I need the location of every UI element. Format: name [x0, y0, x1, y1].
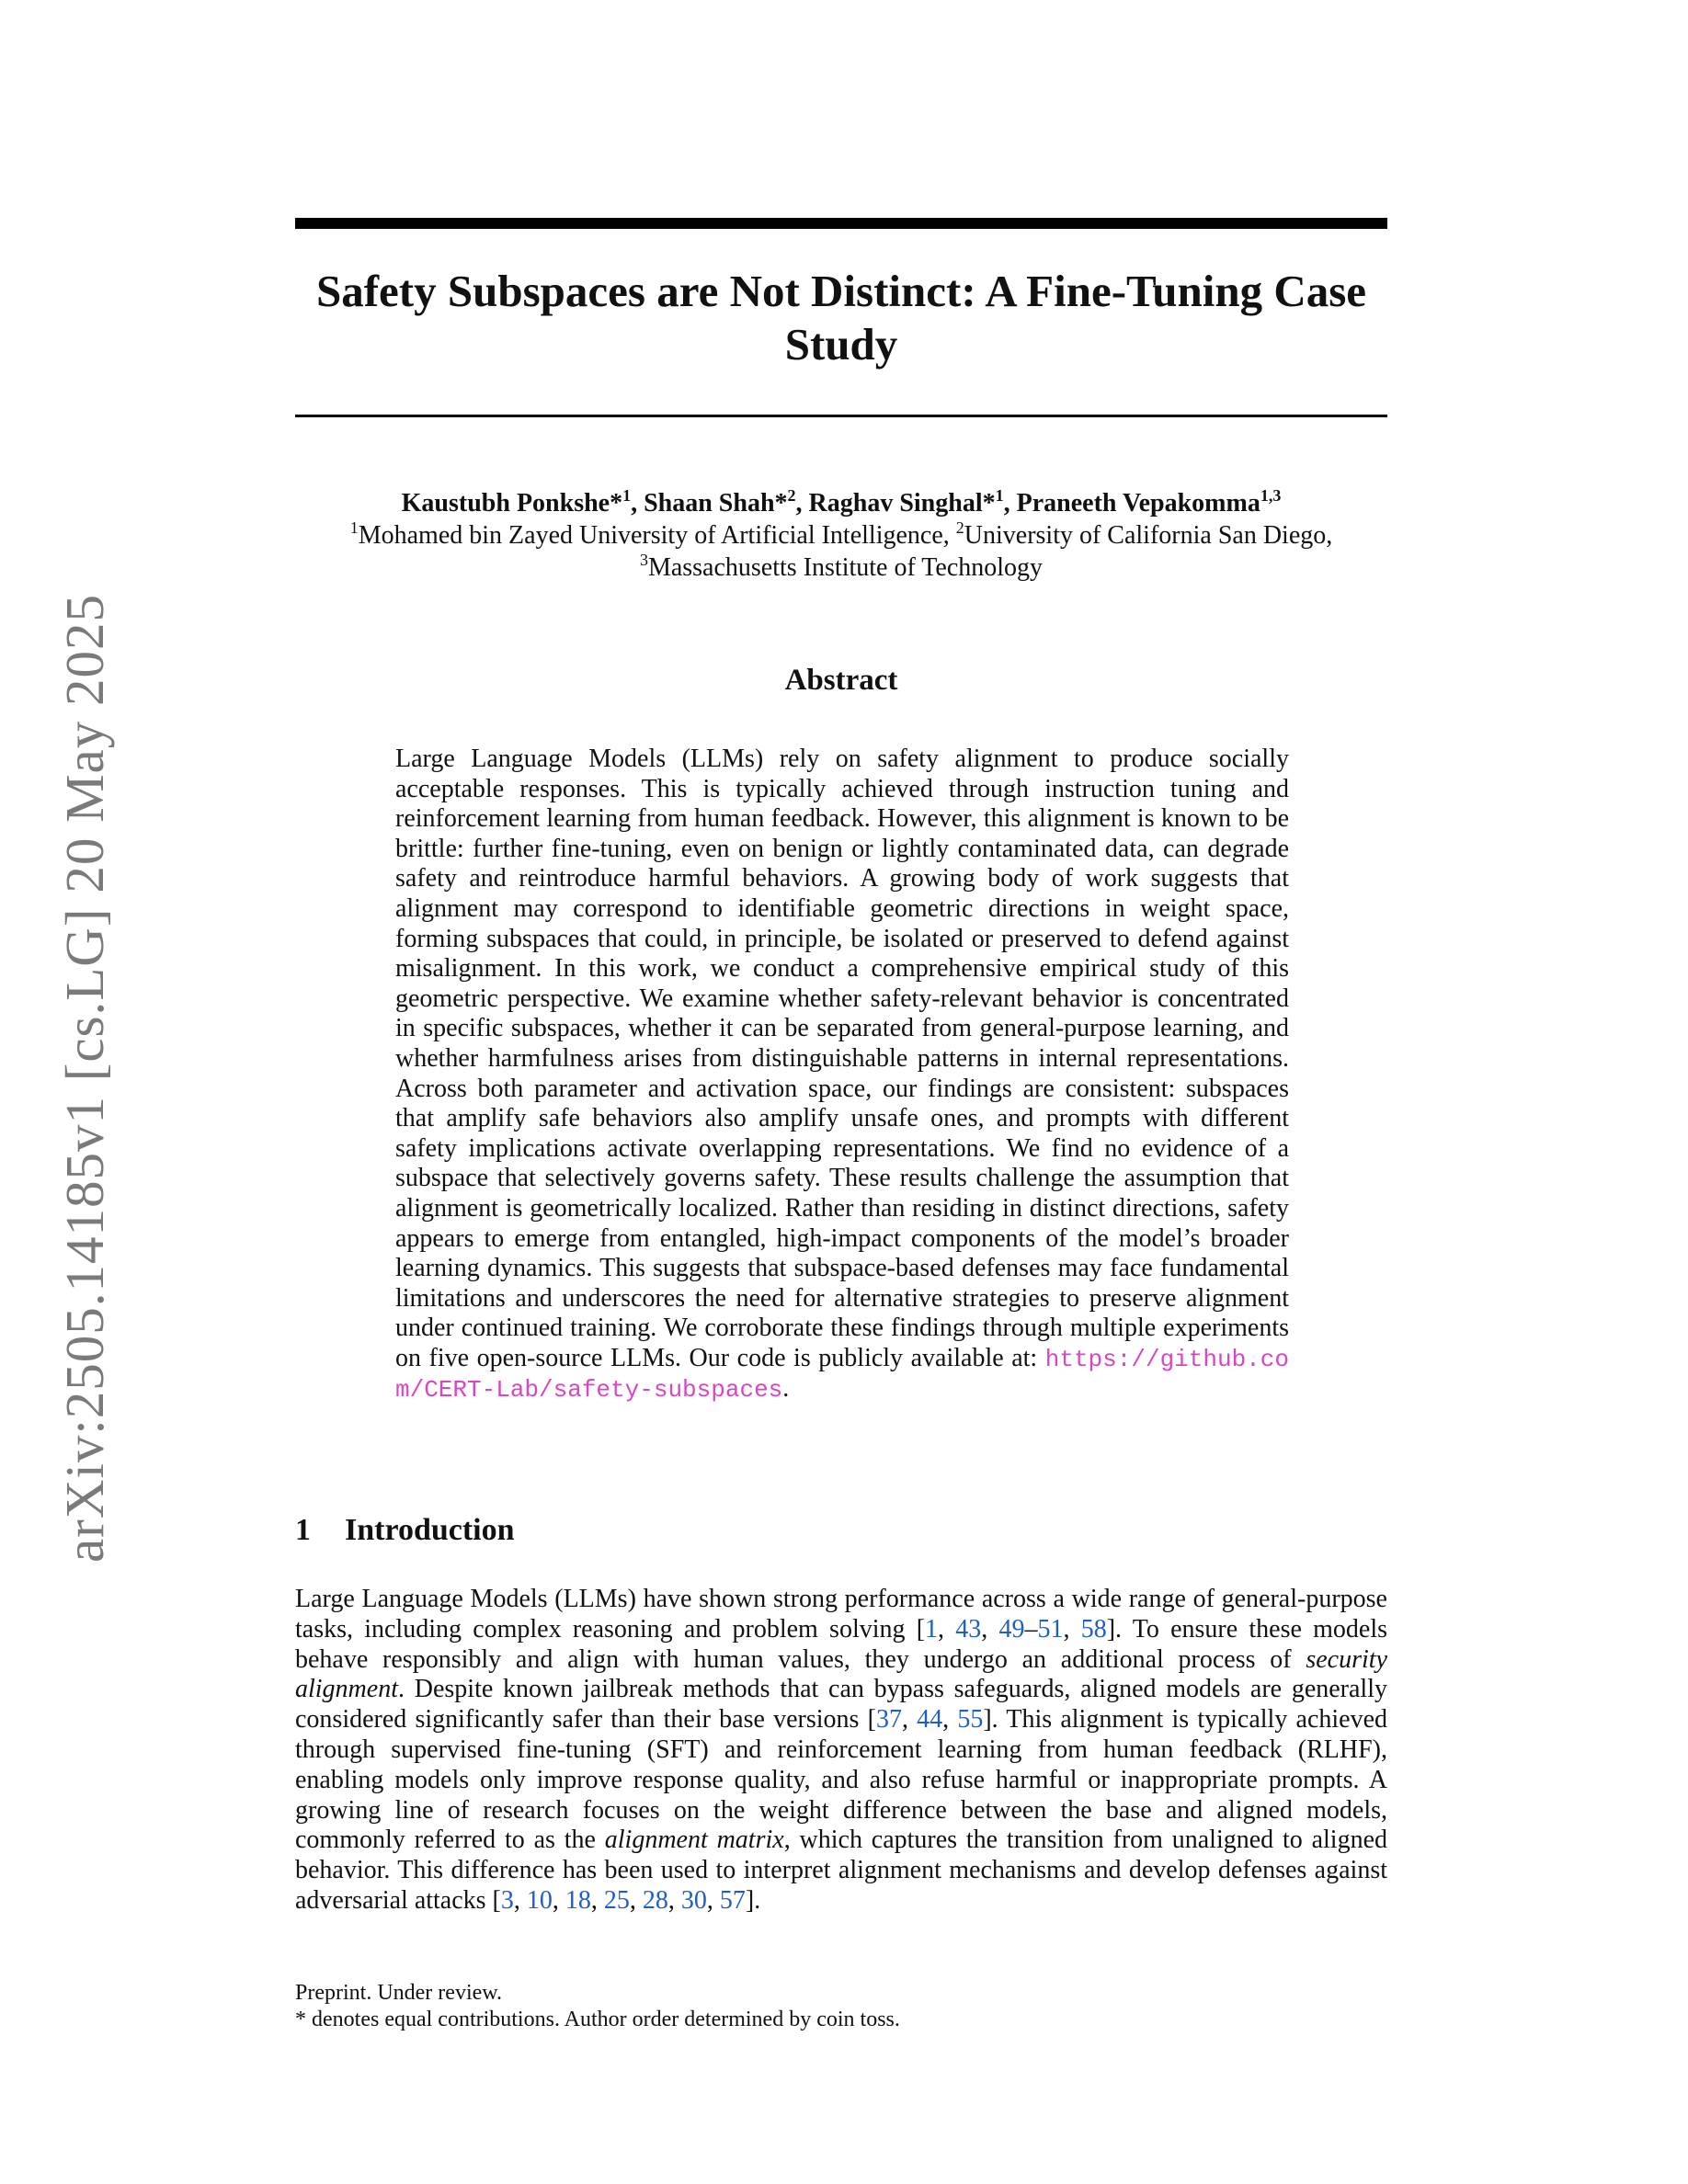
intro-emphasis: alignment matrix [604, 1826, 784, 1855]
arxiv-identifier-stamp: arXiv:2505.14185v1 [cs.LG] 20 May 2025 [54, 594, 115, 1563]
footnote-preprint: Preprint. Under review. [295, 1981, 503, 2005]
affiliation-name: Massachusetts Institute of Technology [647, 553, 1044, 582]
paper-title: Safety Subspaces are Not Distinct: A Fine-Tuning Case Study [315, 266, 1367, 370]
title-top-rule [295, 218, 1387, 229]
affiliation-name: Mohamed bin Zayed University of Artificial Intelligence, [358, 521, 956, 550]
intro-text: ]. [745, 1885, 761, 1915]
citation-link[interactable]: 28 [642, 1885, 668, 1915]
affiliation-line [295, 519, 1387, 552]
citation-link[interactable]: 25 [603, 1885, 630, 1915]
author-name: Raghav Singhal* [808, 489, 996, 518]
intro-text: . Despite known jailbreak methods that can bypass safeguards, aligned models are generally considered significantly safer than their base versions [ [295, 1675, 1387, 1735]
footnote-equal-contribution: * denotes equal contributions. Author order determined by coin toss. [295, 2008, 900, 2031]
title-bottom-rule [295, 415, 1387, 417]
citation-link[interactable]: 3 [500, 1885, 514, 1915]
author-name: Praneeth Vepakomma [1016, 489, 1260, 518]
author-affiliation-mark: 1 [995, 486, 1004, 505]
abstract-heading: Abstract [784, 664, 898, 697]
intro-text: , which captures the transition from unaligned to aligned behavior. This difference has been used to interpret alignment mechanisms and develop defenses against adversarial attacks [ [295, 1826, 1388, 1915]
intro-emphasis: security alignment [295, 1644, 1387, 1704]
citation-link[interactable]: 18 [565, 1885, 591, 1915]
citation-link[interactable]: 37 [875, 1705, 902, 1735]
code-repository-link[interactable]: https://github.com/CERT-Lab/safety-subspaces [395, 1345, 1289, 1405]
author-name: Kaustubh Ponkshe* [401, 489, 623, 518]
citation-link[interactable]: 55 [957, 1705, 984, 1735]
abstract-text [395, 745, 1289, 1405]
intro-text: ]. This alignment is typically achieved through supervised fine-tuning (SFT) and reinforcement learning from human feedback (RLHF), enabling models only improve response quality, and also refuse harmful or inappropriate prompts. A growing line of research focuses on the weight difference between the base and aligned models, commonly referred to as the [295, 1705, 1388, 1855]
author-affiliation-mark: 1,3 [1260, 486, 1282, 505]
author-affiliation-mark: 1 [622, 486, 632, 505]
citation-link[interactable]: 44 [917, 1705, 943, 1735]
introduction-paragraph: Large Language Models (LLMs) have shown strong performance across a wide range of general-purpose tasks, including complex reasoning and problem solving [1, 43, 49–51, 58]. To ensure these models behave responsibly and align with human values, they undergo an additional process of security alignment. Despite known jailbreak methods that can bypass safeguards, aligned models are generally considered significantly safer than their base versions [37, 44, 55]. This alignment is typically achieved through supervised fine-tuning (SFT) and reinforcement learning from human feedback (RLHF), enabling models only improve response quality, and also refuse harmful or inappropriate prompts. A growing line of research focuses on the weight difference between the base and aligned models, commonly referred to as the alignment matrix, which captures the transition from unaligned to aligned behavior. This difference has been used to interpret alignment mechanisms and develop defenses against adversarial attacks [3, 10, 18, 25, 28, 30, 57]. [295, 1585, 1388, 1915]
citation-link[interactable]: 1 [925, 1614, 939, 1644]
citation-link[interactable]: 58 [1080, 1614, 1107, 1644]
author-separator: , [1003, 489, 1017, 518]
citation-link[interactable]: 10 [526, 1885, 553, 1915]
section-number: 1 [295, 1513, 311, 1547]
affiliation-name: University of California San Diego, [964, 521, 1333, 550]
citation-link[interactable]: 51 [1037, 1614, 1064, 1644]
section-title: Introduction [345, 1513, 515, 1547]
section-heading-introduction [295, 1513, 515, 1548]
affiliation-mark: 1 [349, 518, 359, 537]
affiliation-mark: 3 [639, 551, 648, 569]
citation-link[interactable]: 57 [719, 1885, 746, 1915]
author-separator: , [631, 489, 644, 518]
intro-text: Large Language Models (LLMs) have shown strong performance across a wide range of general-purpose tasks, including complex reasoning and problem solving [ [295, 1585, 1387, 1644]
author-separator: , [795, 489, 809, 518]
citation-link[interactable]: 30 [680, 1885, 707, 1915]
author-affiliation-mark: 2 [787, 486, 796, 505]
citation-link[interactable]: 43 [955, 1614, 982, 1644]
abstract-body: Large Language Models (LLMs) rely on safety alignment to produce socially acceptable responses. This is typically achieved through instruction tuning and reinforcement learning from human feedback. However, this alignment is known to be brittle: further fine-tuning, even on benign or lightly contaminated data, can degrade safety and reintroduce harmful behaviors. A growing body of work suggests that alignment may correspond to identifiable geometric directions in weight space, forming subspaces that could, in principle, be isolated or preserved to defend against misalignment. In this work, we conduct a comprehensive empirical study of this geometric perspective. We examine whether safety-relevant behavior is concentrated in specific subspaces, whether it can be separated from general-purpose learning, and whether harmfulness arises from distinguishable patterns in internal representations. Across both parameter and activation space, our findings are consistent: subspaces that amplify safe behaviors also amplify unsafe ones, and prompts with different safety implications activate overlapping representations. We find no evidence of a subspace that selectively governs safety. These results challenge the assumption that alignment is geometrically localized. Rather than residing in distinct directions, safety appears to emerge from entangled, high-impact components of the model’s broader learning dynamics. This suggests that subspace-based defenses may face fundamental limitations and underscores the need for alternative strategies to preserve alignment under continued training. We corroborate these findings through multiple experiments on five open-source LLMs. Our code is publicly available at: [395, 745, 1289, 1372]
abstract-end-punct: . [782, 1374, 790, 1404]
affiliation-line [295, 552, 1387, 584]
affiliation-mark: 2 [955, 518, 964, 537]
footnotes [295, 1980, 900, 2033]
author-list [295, 487, 1387, 519]
intro-text: ]. To ensure these models behave responsibly and align with human values, they undergo an additional process of [295, 1614, 1388, 1674]
citation-link[interactable]: 49 [998, 1614, 1025, 1644]
author-name: Shaan Shah* [644, 489, 788, 518]
author-block [295, 487, 1387, 584]
